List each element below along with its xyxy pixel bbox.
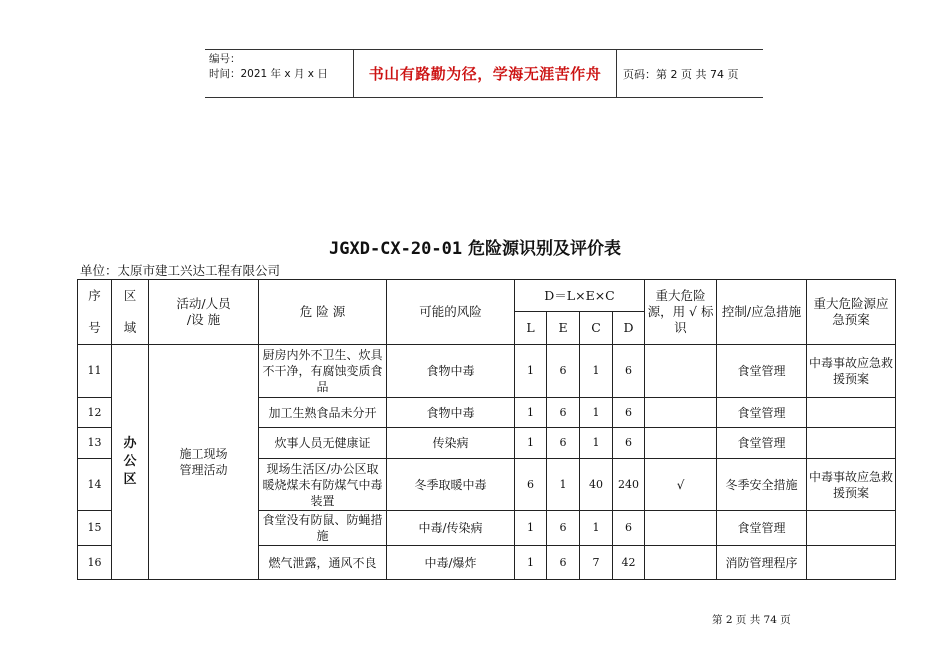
header-L: L xyxy=(515,312,547,345)
header-risk: 可能的风险 xyxy=(387,280,515,345)
cell-C: 1 xyxy=(580,398,613,428)
cell-E: 6 xyxy=(547,546,580,580)
doc-number-label: 编号： xyxy=(209,53,241,65)
header-page-info: 页码：第 2 页 共 74 页 xyxy=(623,67,739,81)
hazard-table xyxy=(77,279,896,580)
cell-seq: 13 xyxy=(78,428,112,459)
cell-C: 7 xyxy=(580,546,613,580)
cell-C: 1 xyxy=(580,511,613,546)
page-header xyxy=(205,49,763,98)
cell-control: 食堂管理 xyxy=(717,428,807,459)
cell-control: 食堂管理 xyxy=(717,398,807,428)
cell-major xyxy=(645,398,717,428)
cell-plan: 中毒事故应急救援预案 xyxy=(807,459,896,511)
cell-plan xyxy=(807,398,896,428)
cell-major xyxy=(645,345,717,398)
cell-L: 6 xyxy=(515,459,547,511)
cell-seq: 16 xyxy=(78,546,112,580)
cell-L: 1 xyxy=(515,511,547,546)
cell-E: 1 xyxy=(547,459,580,511)
time-label: 时间：2021 年 x 月 x 日 xyxy=(209,68,328,80)
cell-plan: 中毒事故应急救援预案 xyxy=(807,345,896,398)
cell-L: 1 xyxy=(515,428,547,459)
header-major: 重大危险源，用 √ 标识 xyxy=(645,280,717,345)
title-code: JGXD-CX-20-01 xyxy=(329,239,463,259)
cell-control: 消防管理程序 xyxy=(717,546,807,580)
cell-major xyxy=(645,428,717,459)
cell-area: 办 公 区 xyxy=(112,345,149,580)
cell-plan xyxy=(807,511,896,546)
header-area: 区 xyxy=(112,280,149,312)
cell-hazard: 炊事人员无健康证 xyxy=(259,428,387,459)
header-control: 控制/应急措施 xyxy=(717,280,807,345)
cell-plan xyxy=(807,546,896,580)
cell-D: 42 xyxy=(613,546,645,580)
cell-major xyxy=(645,546,717,580)
header-slogan: 书山有路勤为径，学海无涯苦作舟 xyxy=(353,50,617,97)
cell-hazard: 加工生熟食品未分开 xyxy=(259,398,387,428)
cell-D: 6 xyxy=(613,398,645,428)
title-name: 危险源识别及评价表 xyxy=(467,239,621,259)
cell-D: 240 xyxy=(613,459,645,511)
cell-D: 6 xyxy=(613,428,645,459)
header-seq-bottom: 号 xyxy=(78,312,112,345)
cell-risk: 食物中毒 xyxy=(387,398,515,428)
cell-risk: 中毒/爆炸 xyxy=(387,546,515,580)
cell-control: 食堂管理 xyxy=(717,345,807,398)
cell-C: 1 xyxy=(580,428,613,459)
cell-control: 冬季安全措施 xyxy=(717,459,807,511)
cell-seq: 15 xyxy=(78,511,112,546)
header-E: E xyxy=(547,312,580,345)
cell-seq: 11 xyxy=(78,345,112,398)
cell-major xyxy=(645,511,717,546)
cell-risk: 食物中毒 xyxy=(387,345,515,398)
cell-E: 6 xyxy=(547,511,580,546)
cell-risk: 中毒/传染病 xyxy=(387,511,515,546)
cell-C: 40 xyxy=(580,459,613,511)
cell-major: √ xyxy=(645,459,717,511)
header-area-bottom: 域 xyxy=(112,312,149,345)
header-meta xyxy=(205,50,353,97)
cell-E: 6 xyxy=(547,345,580,398)
page-footer: 第 2 页 共 74 页 xyxy=(712,614,791,626)
header-activity: 活动/人员 /设 施 xyxy=(149,280,259,345)
cell-hazard: 食堂没有防鼠、防蝇措施 xyxy=(259,511,387,546)
cell-L: 1 xyxy=(515,345,547,398)
cell-C: 1 xyxy=(580,345,613,398)
cell-hazard: 厨房内外不卫生、炊具不干净，有腐蚀变质食品 xyxy=(259,345,387,398)
table-row xyxy=(78,345,896,398)
unit-label: 单位：太原市建工兴达工程有限公司 xyxy=(80,263,281,278)
cell-seq: 14 xyxy=(78,459,112,511)
cell-L: 1 xyxy=(515,546,547,580)
cell-hazard: 燃气泄露，通风不良 xyxy=(259,546,387,580)
header-D: D xyxy=(613,312,645,345)
cell-plan xyxy=(807,428,896,459)
cell-E: 6 xyxy=(547,398,580,428)
header-plan: 重大危险源应急预案 xyxy=(807,280,896,345)
cell-D: 6 xyxy=(613,345,645,398)
header-seq: 序 xyxy=(78,280,112,312)
cell-activity: 施工现场 管理活动 xyxy=(149,345,259,580)
cell-L: 1 xyxy=(515,398,547,428)
header-hazard: 危 险 源 xyxy=(259,280,387,345)
cell-control: 食堂管理 xyxy=(717,511,807,546)
cell-D: 6 xyxy=(613,511,645,546)
cell-risk: 传染病 xyxy=(387,428,515,459)
cell-hazard: 现场生活区/办公区取暖烧煤未有防煤气中毒装置 xyxy=(259,459,387,511)
page-title xyxy=(0,234,950,259)
cell-E: 6 xyxy=(547,428,580,459)
header-formula: D＝L×E×C xyxy=(515,280,645,312)
cell-risk: 冬季取暖中毒 xyxy=(387,459,515,511)
cell-seq: 12 xyxy=(78,398,112,428)
header-C: C xyxy=(580,312,613,345)
